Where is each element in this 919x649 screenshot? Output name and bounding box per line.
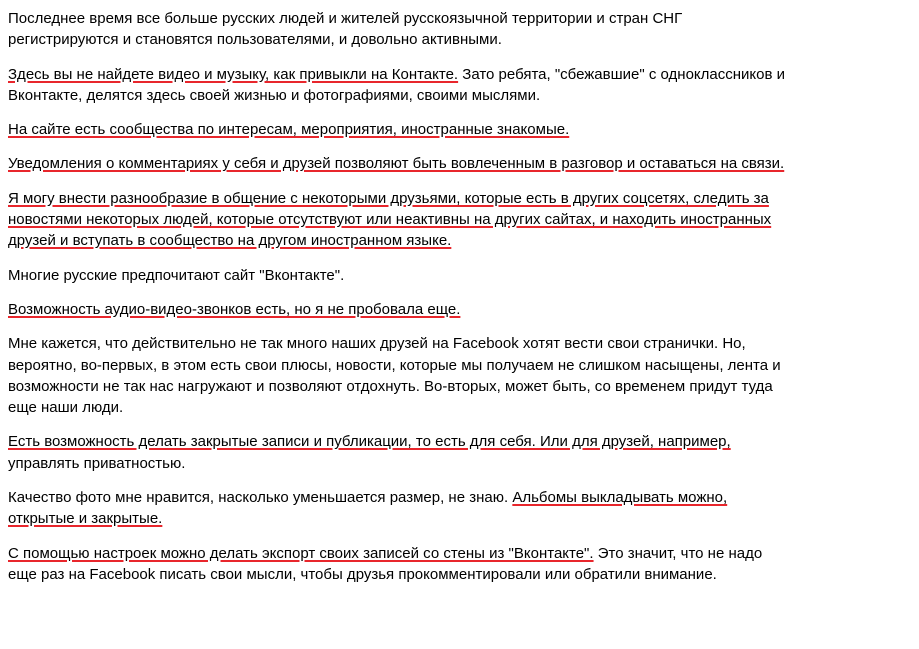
paragraph: [8, 543, 909, 586]
paragraph: [8, 299, 909, 320]
paragraph: [8, 153, 909, 174]
paragraph: [8, 431, 909, 474]
paragraph: [8, 333, 909, 418]
highlighted-text: новостями некоторых людей, которые отсутствуют или неактивны на других сайтах, и находить иностранных: [8, 211, 772, 229]
body-text: возможности не так нас нагружают и позволяют отдохнуть. Во-вторых, может быть, со временем придут туда: [8, 377, 773, 395]
body-text: управлять приватностью.: [8, 454, 186, 472]
highlighted-text: открытые и закрытые.: [8, 510, 163, 528]
body-text: еще наши люди.: [8, 399, 124, 417]
highlighted-text: Я могу внести разнообразие в общение с некоторыми друзьями, которые есть в других соцсетях, следить за: [8, 189, 769, 207]
highlighted-text: Здесь вы не найдете видео и музыку, как привыкли на Контакте.: [8, 65, 459, 83]
paragraph: [8, 8, 909, 51]
paragraph: [8, 188, 909, 252]
body-text: Зато ребята, "сбежавшие" с одноклассников и: [458, 65, 785, 83]
highlighted-text: С помощью настроек можно делать экспорт своих записей со стены из "Вконтакте".: [8, 544, 594, 562]
body-text: Это значит, что не надо: [593, 544, 763, 562]
body-text: Вконтакте, делятся здесь своей жизнью и фотографиями, своими мыслями.: [8, 86, 541, 104]
highlighted-text: друзей и вступать в сообщество на другом иностранном языке.: [8, 232, 452, 250]
body-text: Качество фото мне нравится, насколько уменьшается размер, не знаю.: [8, 489, 513, 507]
highlighted-text: На сайте есть сообщества по интересам, мероприятия, иностранные знакомые.: [8, 121, 570, 139]
body-text: Многие русские предпочитают сайт "Вконтакте".: [8, 266, 345, 284]
paragraph: [8, 119, 909, 140]
body-text: Мне кажется, что действительно не так много наших друзей на Facebook хотят вести свои странички. Но,: [8, 335, 746, 353]
paragraph: [8, 265, 909, 286]
paragraph: [8, 487, 909, 530]
body-text: Последнее время все больше русских людей и жителей русскоязычной территории и стран СНГ: [8, 10, 683, 27]
paragraph: [8, 64, 909, 107]
body-text: регистрируются и становятся пользователями, и довольно активными.: [8, 31, 502, 49]
highlighted-text: Уведомления о комментариях у себя и друзей позволяют быть вовлеченным в разговор и оставаться на связи.: [8, 155, 785, 173]
body-text: еще раз на Facebook писать свои мысли, чтобы друзья прокомментировали или обратили внимание.: [8, 565, 717, 583]
body-text: вероятно, во-первых, в этом есть свои плюсы, новости, которые мы получаем не слишком насыщены, лента и: [8, 356, 781, 374]
highlighted-text: Альбомы выкладывать можно,: [512, 489, 728, 507]
highlighted-text: Есть возможность делать закрытые записи и публикации, то есть для себя. Или для друзей, например,: [8, 433, 731, 451]
highlighted-text: Возможность аудио-видео-звонков есть, но я не пробовала еще.: [8, 300, 461, 318]
